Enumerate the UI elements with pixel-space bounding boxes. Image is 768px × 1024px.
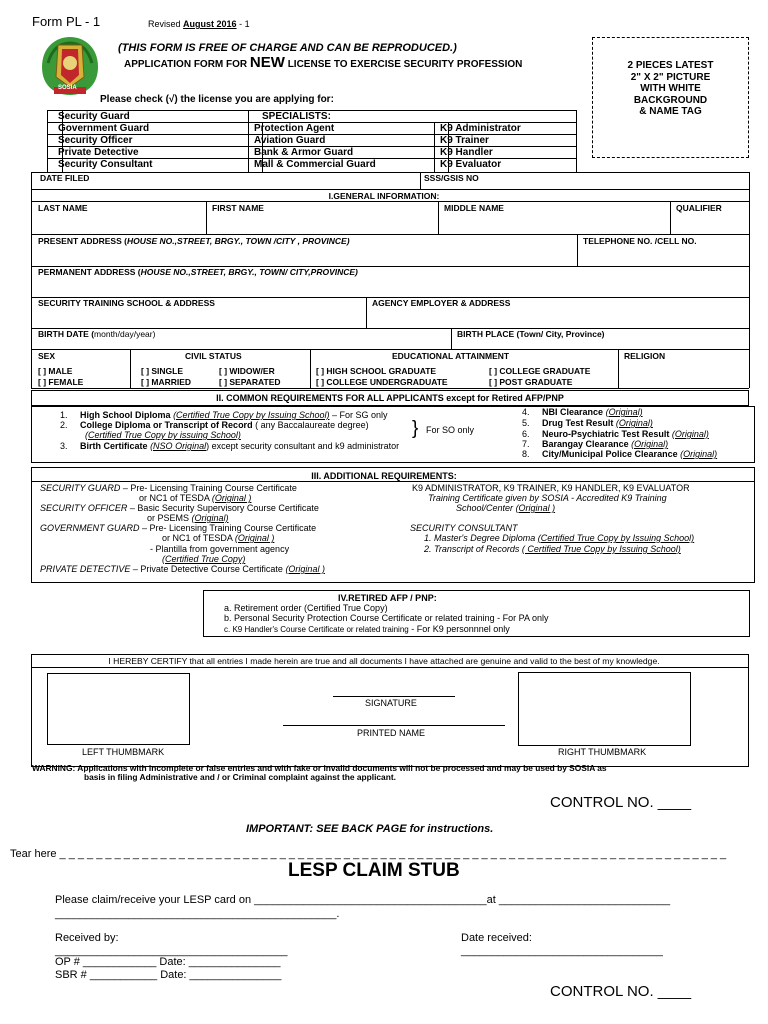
sex-female-option[interactable]: [ ] FEMALE <box>38 377 84 387</box>
addreq-pd: PRIVATE DETECTIVE – Private Detective Course Certificate (Original ) <box>40 564 325 574</box>
date-filed-field[interactable] <box>100 173 418 188</box>
addreq-sc: SECURITY CONSULTANT <box>410 523 518 533</box>
civil-married-option[interactable]: [ ] MARRIED <box>141 377 192 387</box>
sss-gsis-field[interactable] <box>490 173 746 188</box>
common-req-2: 2. College Diploma or Transcript of Record ( any Baccalaureate degree) <box>60 420 369 430</box>
check-instruction: Please check (√) the license you are applying for: <box>100 94 334 105</box>
general-info-title: I.GENERAL INFORMATION: <box>328 191 440 201</box>
addreq-k9-3: School/Center (Original ) <box>456 503 556 513</box>
retired-a: a. Retirement order (Certified True Copy) <box>224 603 388 613</box>
common-req-header: II. COMMON REQUIREMENTS FOR ALL APPLICANTS except for Retired AFP/PNP <box>31 390 749 406</box>
date-received-field[interactable]: _________________________________ <box>461 945 663 957</box>
religion-field[interactable] <box>622 363 746 386</box>
sss-gsis-label: SSS/GSIS NO <box>424 173 479 183</box>
addreq-gg: GOVERNMENT GUARD – Pre- Licensing Training Course Certificate <box>40 523 317 533</box>
claim-stub-title: LESP CLAIM STUB <box>288 860 460 881</box>
sosia-logo: SOSIA <box>38 33 102 99</box>
op-number-line[interactable]: OP # ____________ Date: _______________ <box>55 956 281 968</box>
photo-box <box>592 37 749 158</box>
qualifier-label: QUALIFIER <box>676 203 722 213</box>
license-option-security-guard[interactable]: Security Guard <box>58 111 130 122</box>
civil-status-label: CIVIL STATUS <box>185 351 242 361</box>
tear-here-line: Tear here _ _ _ _ _ _ _ _ _ _ _ _ _ _ _ _ _ _ _ _ _ _ _ _ _ _ _ _ _ _ _ _ _ _ _ _ _ _ _ _ _ _ _ _ _ _ _ _ _ _ _ _ _ _ _ _ _ _ _ _ _ _ _ _ _ _ _ _ _ _ _ _ _ <box>10 848 727 860</box>
license-option-k9-administrator[interactable]: K9 Administrator <box>440 123 521 134</box>
agency-employer-field[interactable] <box>368 309 747 326</box>
telephone-field[interactable] <box>579 247 747 264</box>
present-address-field[interactable] <box>33 247 575 264</box>
last-name-label: LAST NAME <box>38 203 88 213</box>
addreq-gg-3: - Plantilla from government agency <box>150 544 290 554</box>
training-school-label: SECURITY TRAINING SCHOOL & ADDRESS <box>38 298 215 308</box>
specialists-label: SPECIALISTS: <box>262 111 331 122</box>
printed-name-field[interactable] <box>283 709 505 724</box>
edu-hs-grad-option[interactable]: [ ] HIGH SCHOOL GRADUATE <box>316 366 437 376</box>
license-option-security-consultant[interactable]: Security Consultant <box>58 159 153 170</box>
brace-icon: } <box>412 418 419 439</box>
common-req-3: 3. Birth Certificate (NSO Original) except security consultant and k9 administrator <box>60 441 400 451</box>
license-option-k9-evaluator[interactable]: K9 Evaluator <box>440 159 502 170</box>
middle-name-label: MIDDLE NAME <box>444 203 504 213</box>
first-name-field[interactable] <box>208 214 436 232</box>
control-no-lower: CONTROL NO. ____ <box>550 983 692 1000</box>
common-req-8: 8. City/Municipal Police Clearance (Original) <box>522 449 718 459</box>
received-by-label: Received by: <box>55 932 119 944</box>
addreq-so-2: or PSEMS (Original) <box>147 513 229 523</box>
civil-single-option[interactable]: [ ] SINGLE <box>141 366 184 376</box>
date-received-label: Date received: <box>461 932 532 944</box>
sbr-number-line[interactable]: SBR # ___________ Date: _______________ <box>55 969 282 981</box>
addreq-sc-1: 1. Master's Degree Diploma (Certified True Copy by Issuing School) <box>424 533 695 543</box>
photo-instructions: 2 PIECES LATEST 2" X 2" PICTURE WITH WHITE BACKGROUND & NAME TAG <box>627 60 714 118</box>
right-thumbmark-label: RIGHT THUMBMARK <box>558 747 647 757</box>
common-req-4: 4. NBI Clearance (Original) <box>522 407 643 417</box>
common-req-2-note: (Certified True Copy by issuing School) <box>85 430 241 440</box>
retired-c: c. K9 Handler's Course Certificate or related training - For K9 personnnel only <box>224 624 510 634</box>
agency-employer-label: AGENCY EMPLOYER & ADDRESS <box>372 298 511 308</box>
retired-title: IV.RETIRED AFP / PNP: <box>338 593 437 603</box>
sex-male-option[interactable]: [ ] MALE <box>38 366 73 376</box>
addreq-sg: SECURITY GUARD – Pre- Licensing Training Course Certificate <box>40 483 297 493</box>
for-so-only: For SO only <box>426 425 475 435</box>
addreq-so: SECURITY OFFICER – Basic Security Supervisory Course Certificate <box>40 503 319 513</box>
signature-field[interactable] <box>333 680 455 695</box>
warning-line-2: basis in filing Administrative and / or Criminal complaint against the applicant. <box>84 772 396 782</box>
received-by-field[interactable]: ______________________________________ <box>55 945 288 957</box>
license-option-security-officer[interactable]: Security Officer <box>58 135 133 146</box>
addreq-k9: K9 ADMINISTRATOR, K9 TRAINER, K9 HANDLER, K9 EVALUATOR <box>412 483 690 493</box>
birth-place-field[interactable] <box>640 329 747 347</box>
addreq-k9-2: Training Certificate given by SOSIA - Accredited K9 Training <box>428 493 667 503</box>
first-name-label: FIRST NAME <box>212 203 264 213</box>
retired-b: b. Personal Security Protection Course Certificate or related training - For PA only <box>224 613 549 623</box>
birth-date-label: BIRTH DATE (month/day/year) <box>38 329 156 339</box>
common-req-1: 1. High School Diploma (Certified True Copy by Issuing School) – For SG only <box>60 410 388 420</box>
left-thumbmark-box[interactable] <box>47 673 190 745</box>
edu-post-grad-option[interactable]: [ ] POST GRADUATE <box>489 377 573 387</box>
edu-college-undergrad-option[interactable]: [ ] COLLEGE UNDERGRADUATE <box>316 377 448 387</box>
edu-college-grad-option[interactable]: [ ] COLLEGE GRADUATE <box>489 366 591 376</box>
permanent-address-label: PERMANENT ADDRESS (HOUSE NO.,STREET, BRGY., TOWN/ CITY,PROVINCE) <box>38 267 358 277</box>
printed-name-label: PRINTED NAME <box>357 728 426 738</box>
sex-label: SEX <box>38 351 56 361</box>
addreq-gg-4: (Certified True Copy) <box>162 554 246 564</box>
birth-place-label: BIRTH PLACE (Town/ City, Province) <box>457 329 605 339</box>
signature-label: SIGNATURE <box>365 698 417 708</box>
license-option-protection-agent[interactable]: Protection Agent <box>254 123 335 134</box>
civil-widow-option[interactable]: [ ] WIDOW/ER <box>219 366 275 376</box>
revised-label: Revised August 2016 - 1 <box>148 19 250 29</box>
last-name-field[interactable] <box>33 214 203 232</box>
license-option-government-guard[interactable]: Government Guard <box>58 123 150 134</box>
additional-req-title: III. ADDITIONAL REQUIREMENTS: <box>311 471 457 481</box>
qualifier-field[interactable] <box>672 214 747 232</box>
license-option-mall-commercial-guard[interactable]: Mall & Commercial Guard <box>254 159 376 170</box>
right-thumbmark-box[interactable] <box>518 672 691 746</box>
control-no-upper: CONTROL NO. ____ <box>550 794 692 811</box>
common-req-7: 7. Barangay Clearance (Original) <box>522 439 669 449</box>
form-code: Form PL - 1 <box>32 14 101 29</box>
claim-line-2[interactable]: ______________________________________________. <box>55 908 340 920</box>
birth-date-field[interactable] <box>200 329 448 347</box>
civil-separated-option[interactable]: [ ] SEPARATED <box>219 377 281 387</box>
present-address-label: PRESENT ADDRESS (HOUSE NO.,STREET, BRGY., TOWN /CITY , PROVINCE) <box>38 236 350 246</box>
date-filed-label: DATE FILED <box>40 173 90 183</box>
middle-name-field[interactable] <box>440 214 668 232</box>
free-notice: (THIS FORM IS FREE OF CHARGE AND CAN BE REPRODUCED.) <box>118 42 457 54</box>
common-req-5: 5. Drug Test Result (Original) <box>522 418 653 428</box>
important-note: IMPORTANT: SEE BACK PAGE for instructions. <box>246 823 494 835</box>
common-req-6: 6. Neuro-Psychiatric Test Result (Original) <box>522 429 709 439</box>
license-option-bank-armor-guard[interactable]: Bank & Armor Guard <box>254 147 354 158</box>
addreq-sc-2: 2. Transcript of Records ( Certified True Copy by Issuing School) <box>424 544 681 554</box>
addreq-sg-2: or NC1 of TESDA (Original ) <box>139 493 252 503</box>
license-option-private-detective[interactable]: Private Detective <box>58 147 139 158</box>
left-thumbmark-label: LEFT THUMBMARK <box>82 747 165 757</box>
warning-line-1: WARNING: Applications with incomplete or false entries and with fake or invalid documents will not be processed and may be used by SOSIA as <box>32 763 607 773</box>
permanent-address-field[interactable] <box>33 278 747 295</box>
training-school-field[interactable] <box>33 309 364 326</box>
license-option-aviation-guard[interactable]: Aviation Guard <box>254 135 326 146</box>
certification-text: I HEREBY CERTIFY that all entries I made herein are true and all documents I have attached are genuine and valid to the best of my knowledge. <box>108 656 660 666</box>
license-option-k9-handler[interactable]: K9 Handler <box>440 147 493 158</box>
addreq-gg-2: or NC1 of TESDA (Original ) <box>162 533 275 543</box>
telephone-label: TELEPHONE NO. /CELL NO. <box>583 236 697 246</box>
claim-line-1[interactable]: Please claim/receive your LESP card on ______________________________________at ____________________________ <box>55 894 671 906</box>
religion-label: RELIGION <box>624 351 666 361</box>
application-title: APPLICATION FORM FOR NEW LICENSE TO EXERCISE SECURITY PROFESSION <box>124 54 523 71</box>
license-option-k9-trainer[interactable]: K9 Trainer <box>440 135 489 146</box>
education-label: EDUCATIONAL ATTAINMENT <box>392 351 510 361</box>
